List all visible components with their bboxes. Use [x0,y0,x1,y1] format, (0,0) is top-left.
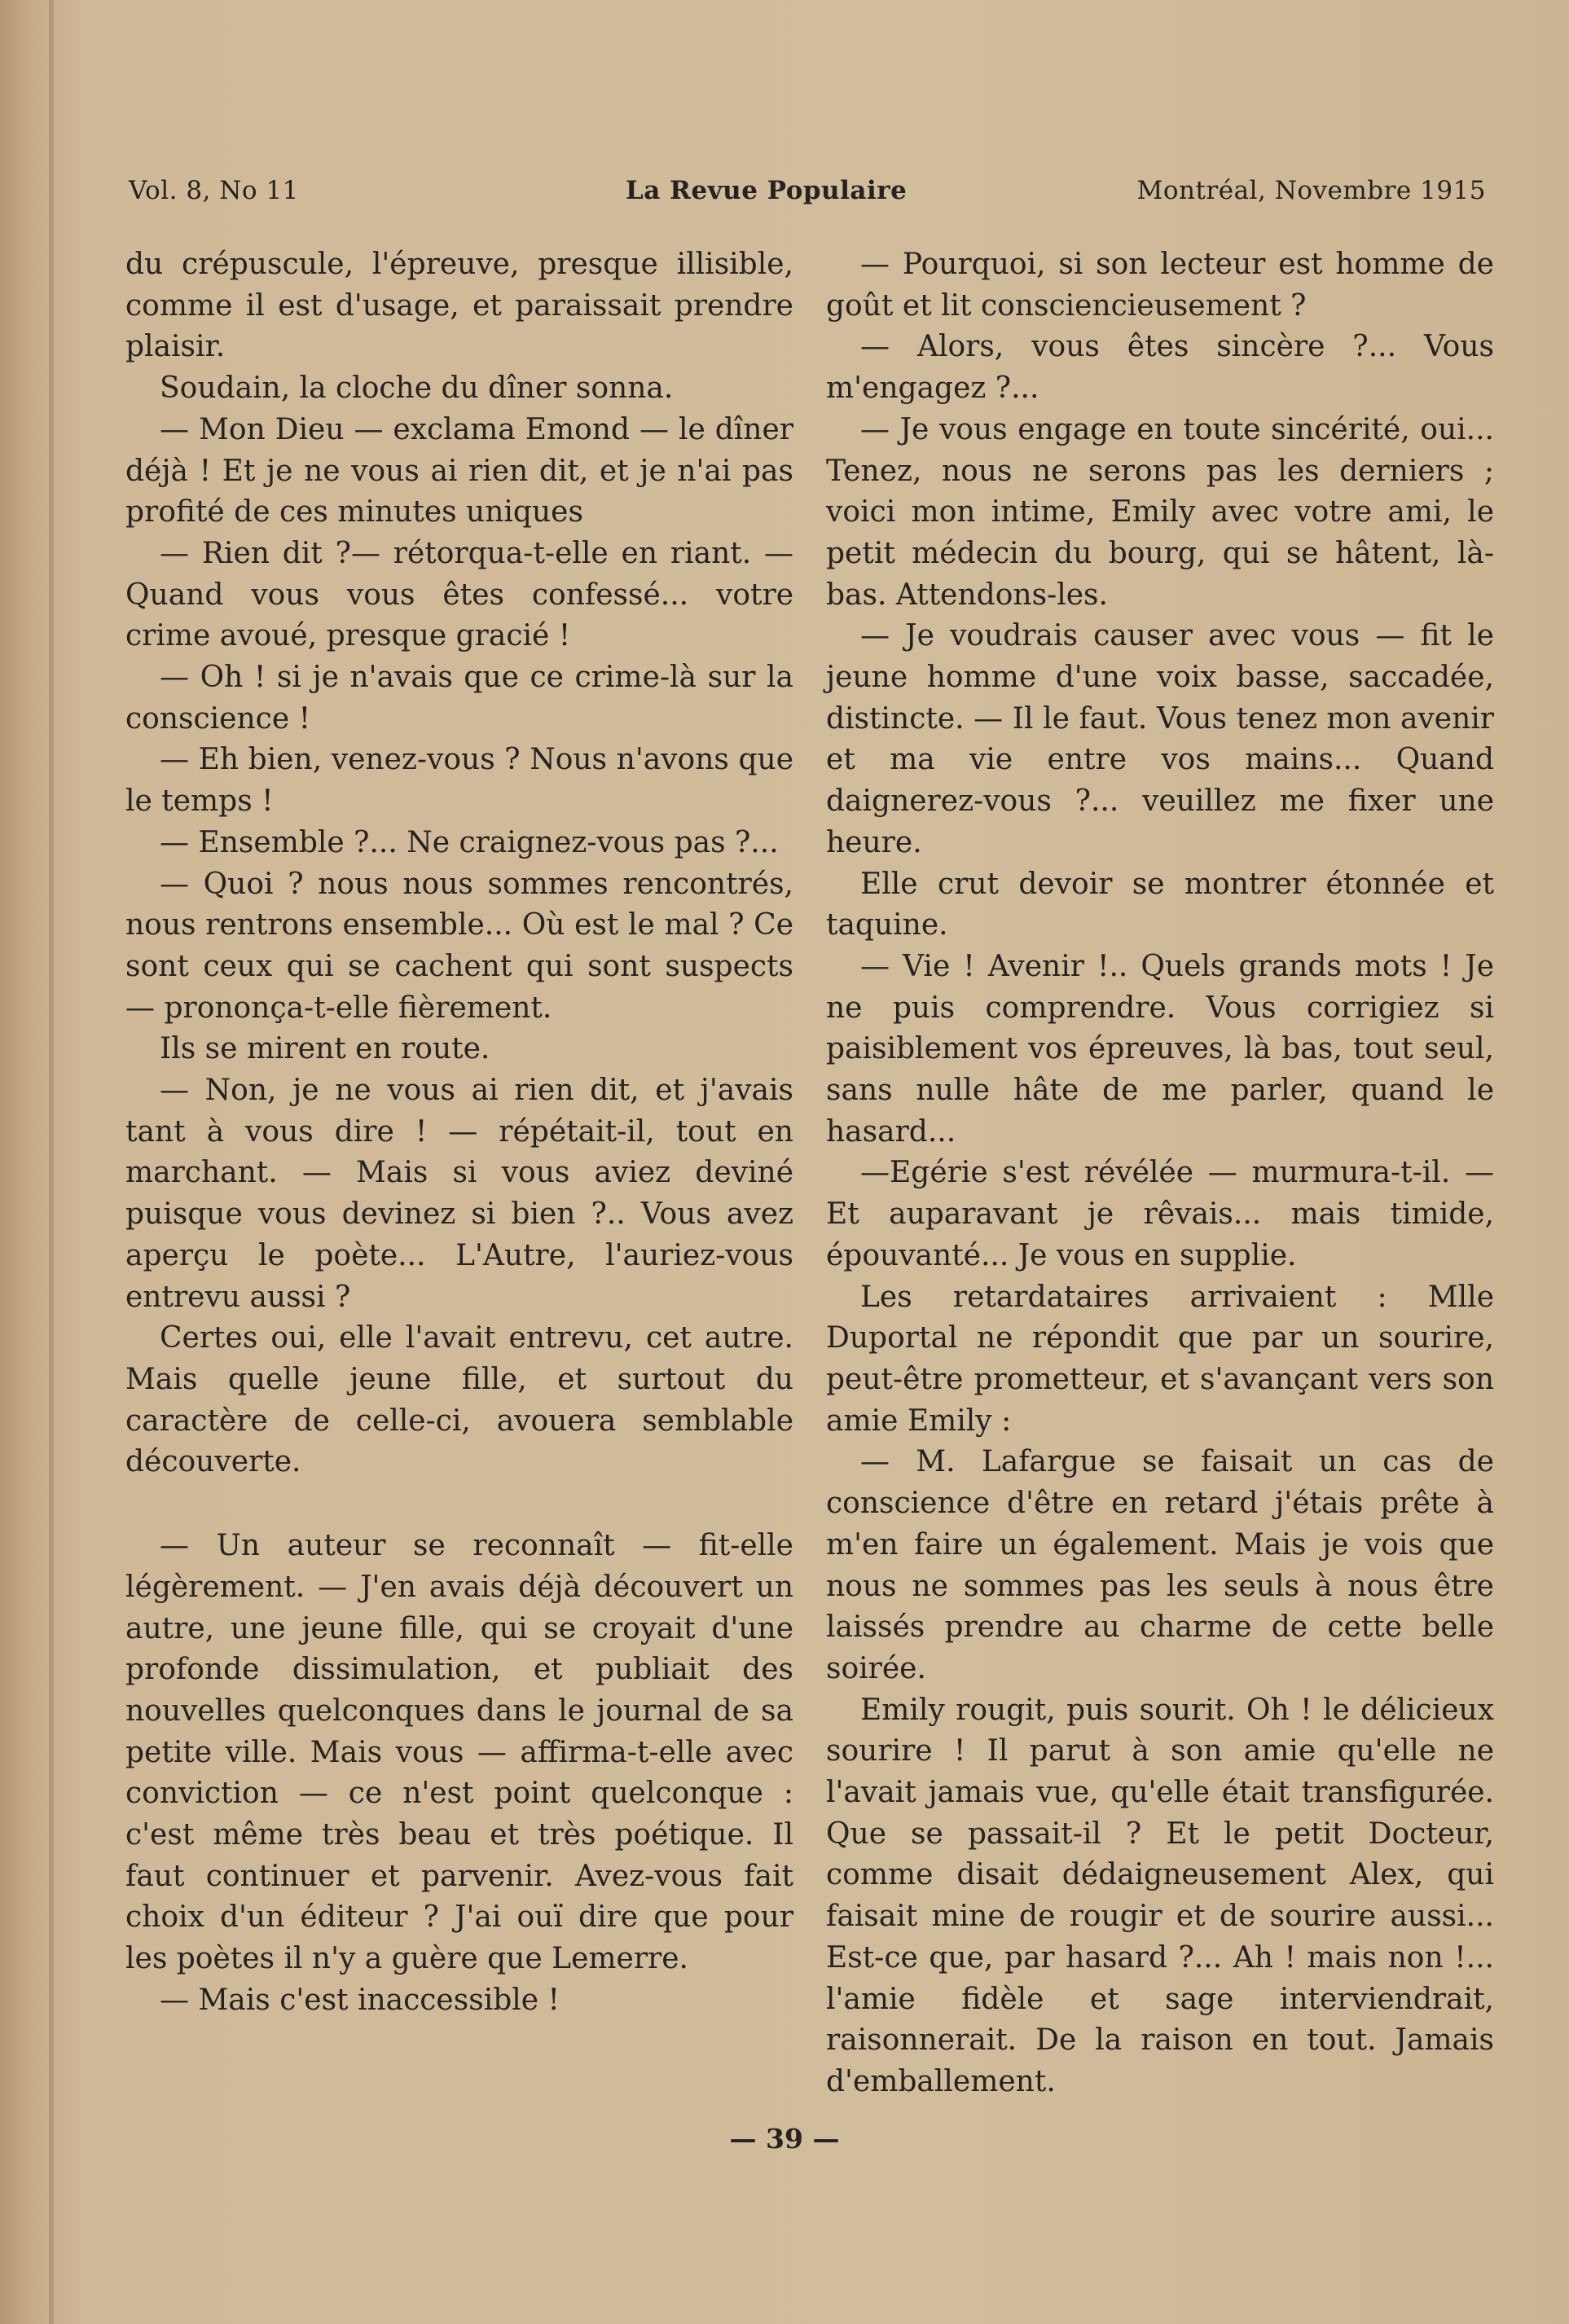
paragraph: du crépuscule, l'épreuve, presque illisible, comme il est d'usage, et paraissait prendre plaisir. [125,248,793,364]
paragraph: Emily rougit, puis sourit. Oh ! le délicieux sourire ! Il parut à son amie qu'elle ne l'avait jamais vue, qu'elle était transfigurée. Que se passait-il ? Et le petit Docteur, comme disait dédaigneusement Alex, qui faisait mine de rougir et de sourire aussi... Est-ce que, par hasard ?... Ah ! mais non !... l'amie fidèle et sage interviendrait, raisonnerait. De la raison en tout. Jamais d'emballement. [826,1693,1494,2098]
paragraph: — Mon Dieu — exclama Emond — le dîner déjà ! Et je ne vous ai rien dit, et je n'ai pas profité de ces minutes uniques [125,412,793,529]
volume-number: Vol. 8, No 11 [129,176,299,205]
paragraph: —Egérie s'est révélée — murmura-t-il. — Et auparavant je rêvais... mais timide, épouvanté... Je vous en supplie. [826,1156,1494,1272]
left-column [125,244,793,2022]
paragraph: — Vie ! Avenir !.. Quels grands mots ! Je ne puis comprendre. Vous corrigiez si paisiblement vos épreuves, là bas, tout seul, sans nulle hâte de me parler, quand le hasard... [826,949,1494,1149]
issue-date: Montréal, Novembre 1915 [1136,176,1486,205]
paragraph: — Rien dit ?— rétorqua-t-elle en riant. — Quand vous vous êtes confessé... votre crime avoué, presque gracié ! [125,536,793,653]
paragraph: — Un auteur se reconnaît — fit-elle légèrement. — J'en avais déjà découvert un autre, une jeune fille, qui se croyait d'une profonde dissimulation, et publiait des nouvelles quelconques dans le journal de sa petite ville. Mais vous — affirma-t-elle avec conviction — ce n'est point quelconque : c'est même très beau et très poétique. Il faut continuer et parvenir. Avez-vous fait choix d'un éditeur ? J'ai ouï dire que pour les poètes il n'y a guère que Lemerre. [125,1529,793,1976]
magazine-title: La Revue Populaire [626,176,908,205]
paragraph: — Ensemble ?... Ne craignez-vous pas ?... [160,825,779,859]
page-number: — 39 — [729,2123,840,2155]
binding-shadow [49,0,54,2324]
paragraph: — Je voudrais causer avec vous — fit le jeune homme d'une voix basse, saccadée, distincte. — Il le faut. Vous tenez mon avenir et ma vie entre vos mains... Quand daignerez-vous ?... veuillez me fixer une heure. [826,619,1494,859]
paragraph: Elle crut devoir se montrer étonnée et taquine. [826,867,1494,942]
paragraph: — Je vous engage en toute sincérité, oui... Tenez, nous ne serons pas les derniers ; voici mon intime, Emily avec votre ami, le petit médecin du bourg, qui se hâtent, là-bas. Attendons-les. [826,412,1494,612]
paragraph: — Alors, vous êtes sincère ?... Vous m'engagez ?... [826,330,1494,406]
section-gap [125,1483,793,1526]
paragraph: — M. Lafargue se faisait un cas de conscience d'être en retard j'étais prête à m'en faire un également. Mais je vois que nous ne sommes pas les seuls à nous être laissés prendre au charme de cette belle soirée. [826,1445,1494,1685]
paragraph: — Quoi ? nous nous sommes rencontrés, nous rentrons ensemble... Où est le mal ? Ce sont ceux qui se cachent qui sont suspects — prononça-t-elle fièrement. [125,867,793,1025]
paragraph: — Mais c'est inaccessible ! [160,1983,560,2017]
paragraph: — Eh bien, venez-vous ? Nous n'avons que le temps ! [125,743,793,819]
paragraph: — Oh ! si je n'avais que ce crime-là sur la conscience ! [125,661,793,736]
paragraph: Les retardataires arrivaient : Mlle Duportal ne répondit que par un sourire, peut-être prometteur, et s'avançant vers son amie Emily : [826,1280,1494,1438]
right-column [826,244,1494,2103]
paragraph: — Pourquoi, si son lecteur est homme de goût et lit consciencieusement ? [826,248,1494,323]
paragraph: — Non, je ne vous ai rien dit, et j'avais tant à vous dire ! — répétait-il, tout en marchant. — Mais si vous aviez deviné puisque vous devinez si bien ?.. Vous avez aperçu le poète... L'Autre, l'auriez-vous entrevu aussi ? [125,1074,793,1314]
running-header [129,176,1486,212]
paragraph: Soudain, la cloche du dîner sonna. [160,371,674,406]
paragraph: Certes oui, elle l'avait entrevu, cet autre. Mais quelle jeune fille, et surtout du caractère de celle-ci, avouera semblable découverte. [125,1321,793,1479]
paragraph: Ils se mirent en route. [160,1032,490,1066]
